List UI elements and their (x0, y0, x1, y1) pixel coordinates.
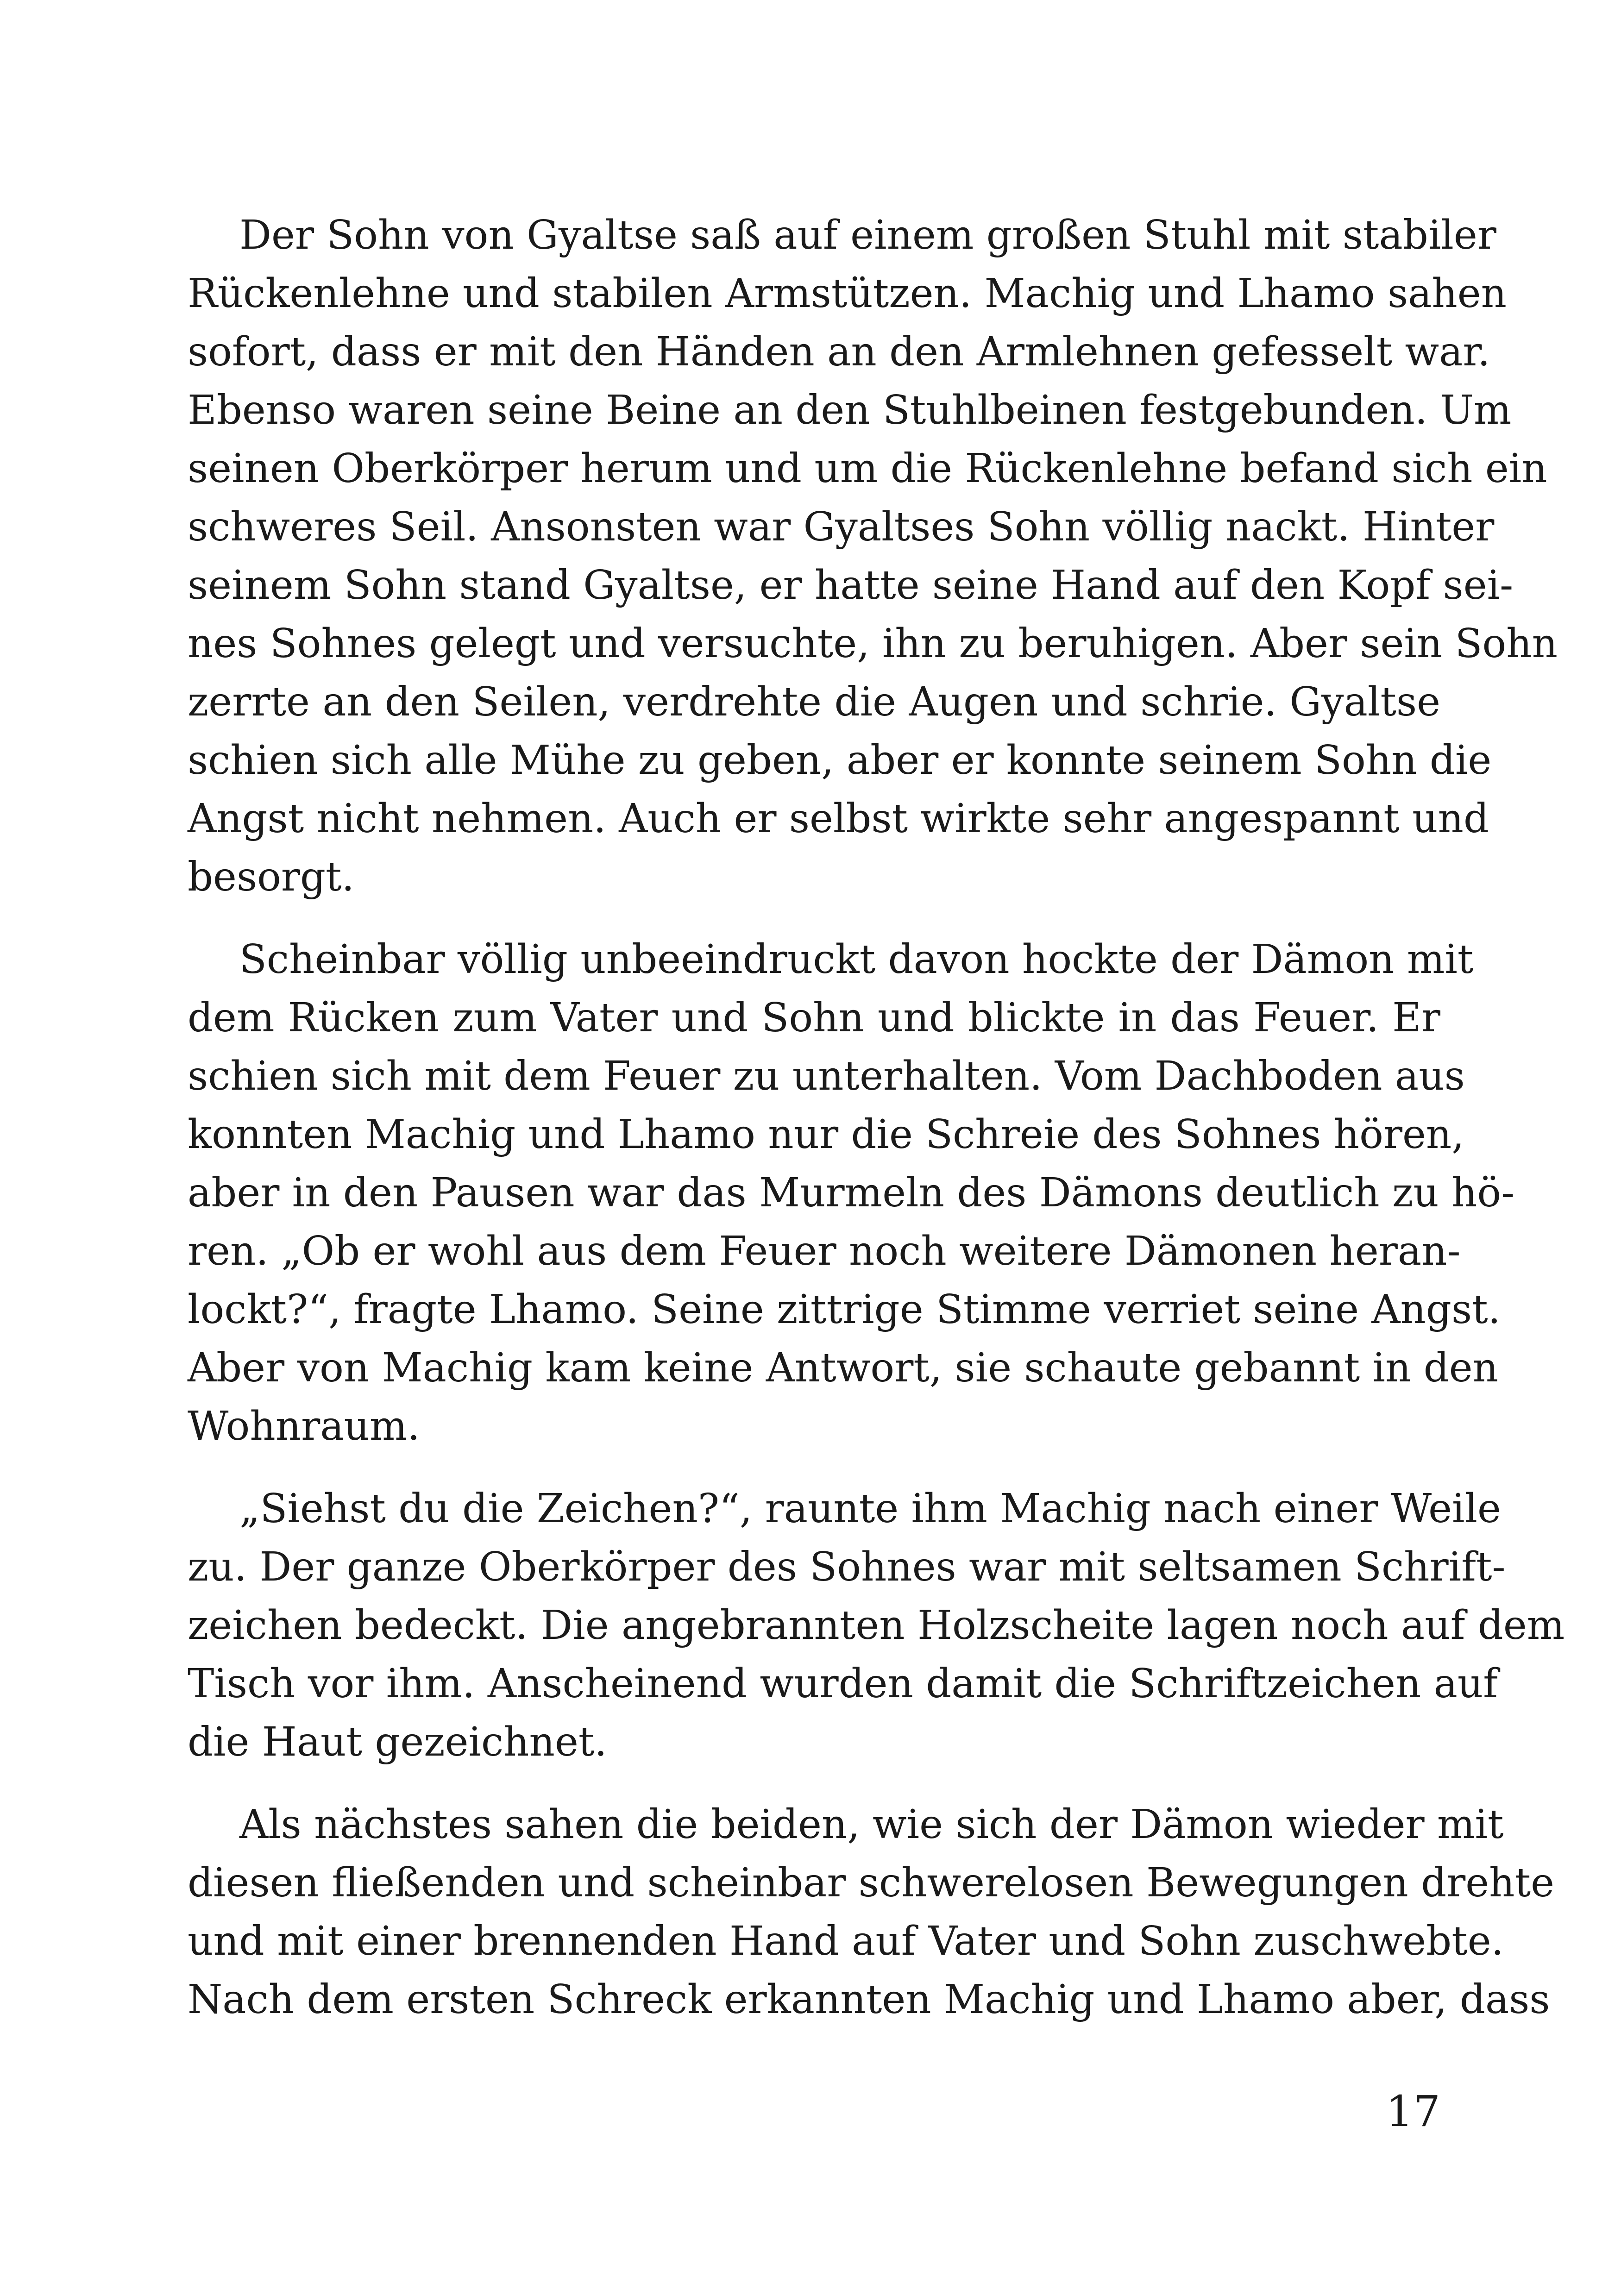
text-line: Ebenso waren seine Beine an den Stuhlbeinen festgebunden. Um (188, 387, 1512, 433)
paragraph (188, 206, 1558, 906)
text-line: und mit einer brennenden Hand auf Vater und Sohn zuschwebte. (188, 1918, 1504, 1964)
text-line: Tisch vor ihm. Anscheinend wurden damit die Schriftzeichen auf (188, 1661, 1498, 1707)
text-line: aber in den Pausen war das Murmeln des Dämons deutlich zu hö- (188, 1170, 1515, 1216)
text-line: nes Sohnes gelegt und versuchte, ihn zu beruhigen. Aber sein Sohn (188, 621, 1558, 667)
text-line: zerrte an den Seilen, verdrehte die Augen und schrie. Gyaltse (188, 679, 1440, 725)
text-line: Als nächstes sahen die beiden, wie sich der Dämon wieder mit (239, 1801, 1504, 1848)
text-line: sofort, dass er mit den Händen an den Armlehnen gefesselt war. (188, 329, 1490, 375)
text-line: Rückenlehne und stabilen Armstützen. Machig und Lhamo sahen (188, 270, 1507, 317)
text-line: seinem Sohn stand Gyaltse, er hatte seine Hand auf den Kopf sei- (188, 562, 1514, 609)
text-line: ren. „Ob er wohl aus dem Feuer noch weitere Dämonen heran- (188, 1228, 1461, 1274)
text-line: Scheinbar völlig unbeeindruckt davon hockte der Dämon mit (239, 936, 1474, 983)
text-line: Der Sohn von Gyaltse saß auf einem großen Stuhl mit stabiler (239, 212, 1496, 258)
text-line: dem Rücken zum Vater und Sohn und blickte in das Feuer. Er (188, 995, 1440, 1041)
text-line: besorgt. (188, 854, 354, 900)
text-line: zeichen bedeckt. Die angebrannten Holzscheite lagen noch auf dem (188, 1602, 1565, 1649)
text-line: Nach dem ersten Schreck erkannten Machig und Lhamo aber, dass (188, 1976, 1550, 2023)
text-line: diesen fließenden und scheinbar schwerelosen Bewegungen drehte (188, 1860, 1555, 1906)
paragraph (188, 1795, 1555, 2029)
text-line: zu. Der ganze Oberkörper des Sohnes war mit seltsamen Schrift- (188, 1544, 1506, 1590)
page-number: 17 (1386, 2087, 1440, 2136)
text-line: Angst nicht nehmen. Auch er selbst wirkte sehr angespannt und (188, 796, 1489, 842)
text-line: seinen Oberkörper herum und um die Rückenlehne befand sich ein (188, 445, 1547, 492)
text-line: schweres Seil. Ansonsten war Gyaltses Sohn völlig nackt. Hinter (188, 504, 1495, 550)
text-line: konnten Machig und Lhamo nur die Schreie des Sohnes hören, (188, 1111, 1464, 1158)
text-line: Wohnraum. (188, 1403, 420, 1449)
text-line: „Siehst du die Zeichen?“, raunte ihm Machig nach einer Weile (239, 1486, 1501, 1532)
paragraph (188, 930, 1515, 1455)
text-line: schien sich alle Mühe zu geben, aber er konnte seinem Sohn die (188, 737, 1492, 784)
text-line: die Haut gezeichnet. (188, 1719, 607, 1765)
text-line: lockt?“, fragte Lhamo. Seine zittrige Stimme verriet seine Angst. (188, 1286, 1501, 1333)
text-line: schien sich mit dem Feuer zu unterhalten. Vom Dachboden aus (188, 1053, 1465, 1099)
text-line: Aber von Machig kam keine Antwort, sie schaute gebannt in den (188, 1345, 1499, 1391)
paragraph (188, 1480, 1565, 1771)
body-text (188, 206, 1565, 2053)
